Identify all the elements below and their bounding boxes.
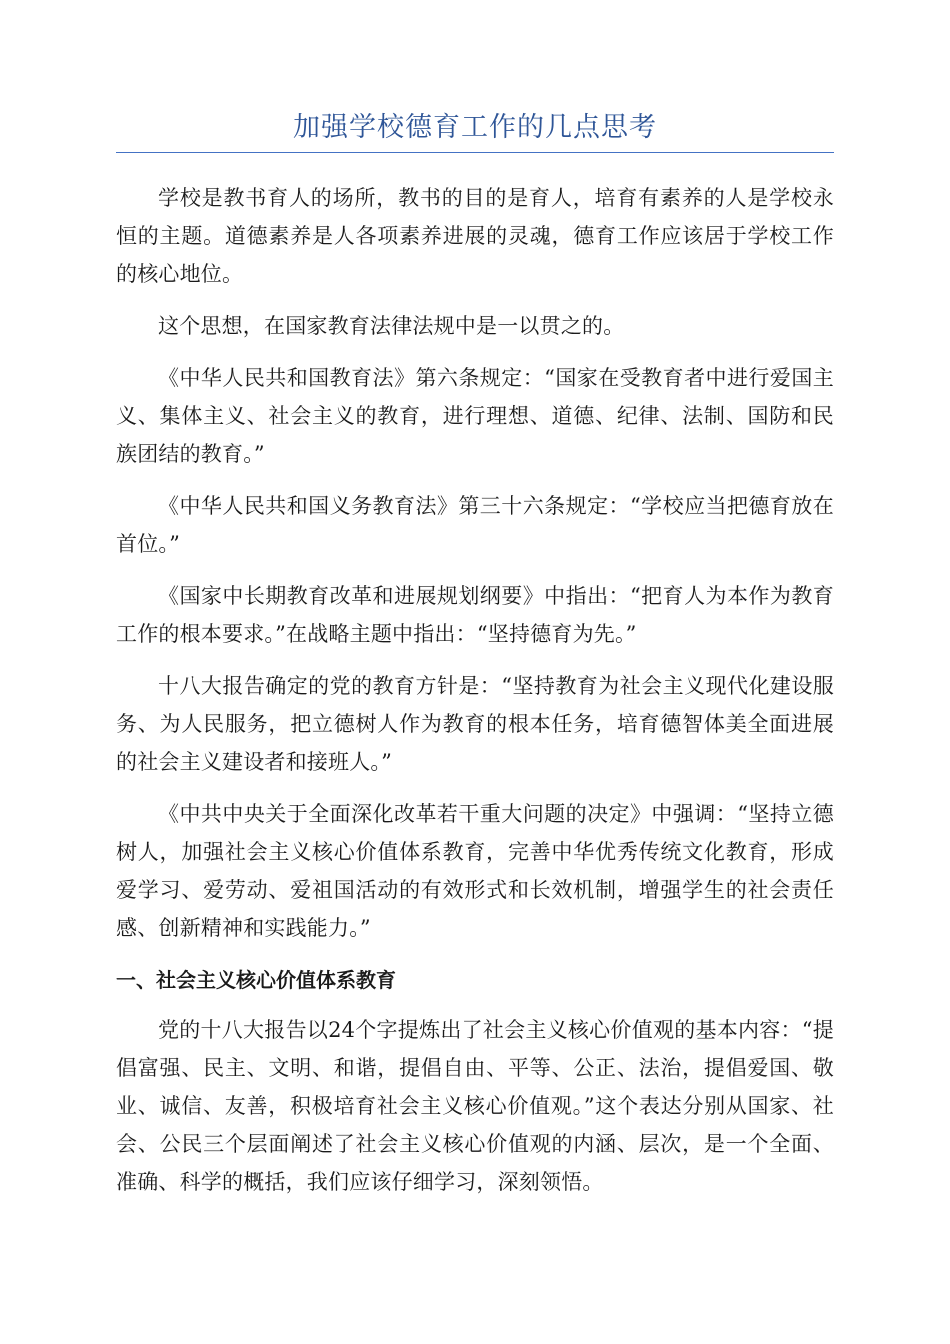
paragraph: 这个思想，在国家教育法律法规中是一以贯之的。	[158, 314, 625, 338]
paragraph: 《中共中央关于全面深化改革若干重大问题的决定》中强调：“坚持立德树人，加强社会主义核心价值体系教育，完善中华优秀传统文化教育，形成爱学习、爱劳动、爱祖国活动的有效形式和长效机制，增强学生的社会责任感、创新精神和实践能力。”	[116, 802, 834, 940]
paragraph: 《国家中长期教育改革和进展规划纲要》中指出：“把育人为本作为教育工作的根本要求。”在战略主题中指出：“坚持德育为先。”	[116, 584, 834, 646]
section-heading: 一、社会主义核心价值体系教育	[116, 968, 396, 992]
document-title: 加强学校德育工作的几点思考	[116, 108, 834, 153]
paragraph: 《中华人民共和国义务教育法》第三十六条规定：“学校应当把德育放在首位。”	[116, 494, 834, 556]
paragraph: 十八大报告确定的党的教育方针是：“坚持教育为社会主义现代化建设服务、为人民服务，把立德树人作为教育的根本任务，培育德智体美全面进展的社会主义建设者和接班人。”	[116, 674, 834, 774]
paragraph: 《中华人民共和国教育法》第六条规定：“国家在受教育者中进行爱国主义、集体主义、社会主义的教育，进行理想、道德、纪律、法制、国防和民族团结的教育。”	[116, 366, 834, 466]
document-page	[116, 108, 834, 1215]
paragraph: 党的十八大报告以24个字提炼出了社会主义核心价值观的基本内容：“提倡富强、民主、文明、和谐，提倡自由、平等、公正、法治，提倡爱国、敬业、诚信、友善，积极培育社会主义核心价值观。”这个表达分别从国家、社会、公民三个层面阐述了社会主义核心价值观的内涵、层次，是一个全面、准确、科学的概括，我们应该仔细学习，深刻领悟。	[116, 1018, 834, 1194]
paragraph: 学校是教书育人的场所，教书的目的是育人，培育有素养的人是学校永恒的主题。道德素养是人各项素养进展的灵魂，德育工作应该居于学校工作的核心地位。	[116, 186, 834, 286]
